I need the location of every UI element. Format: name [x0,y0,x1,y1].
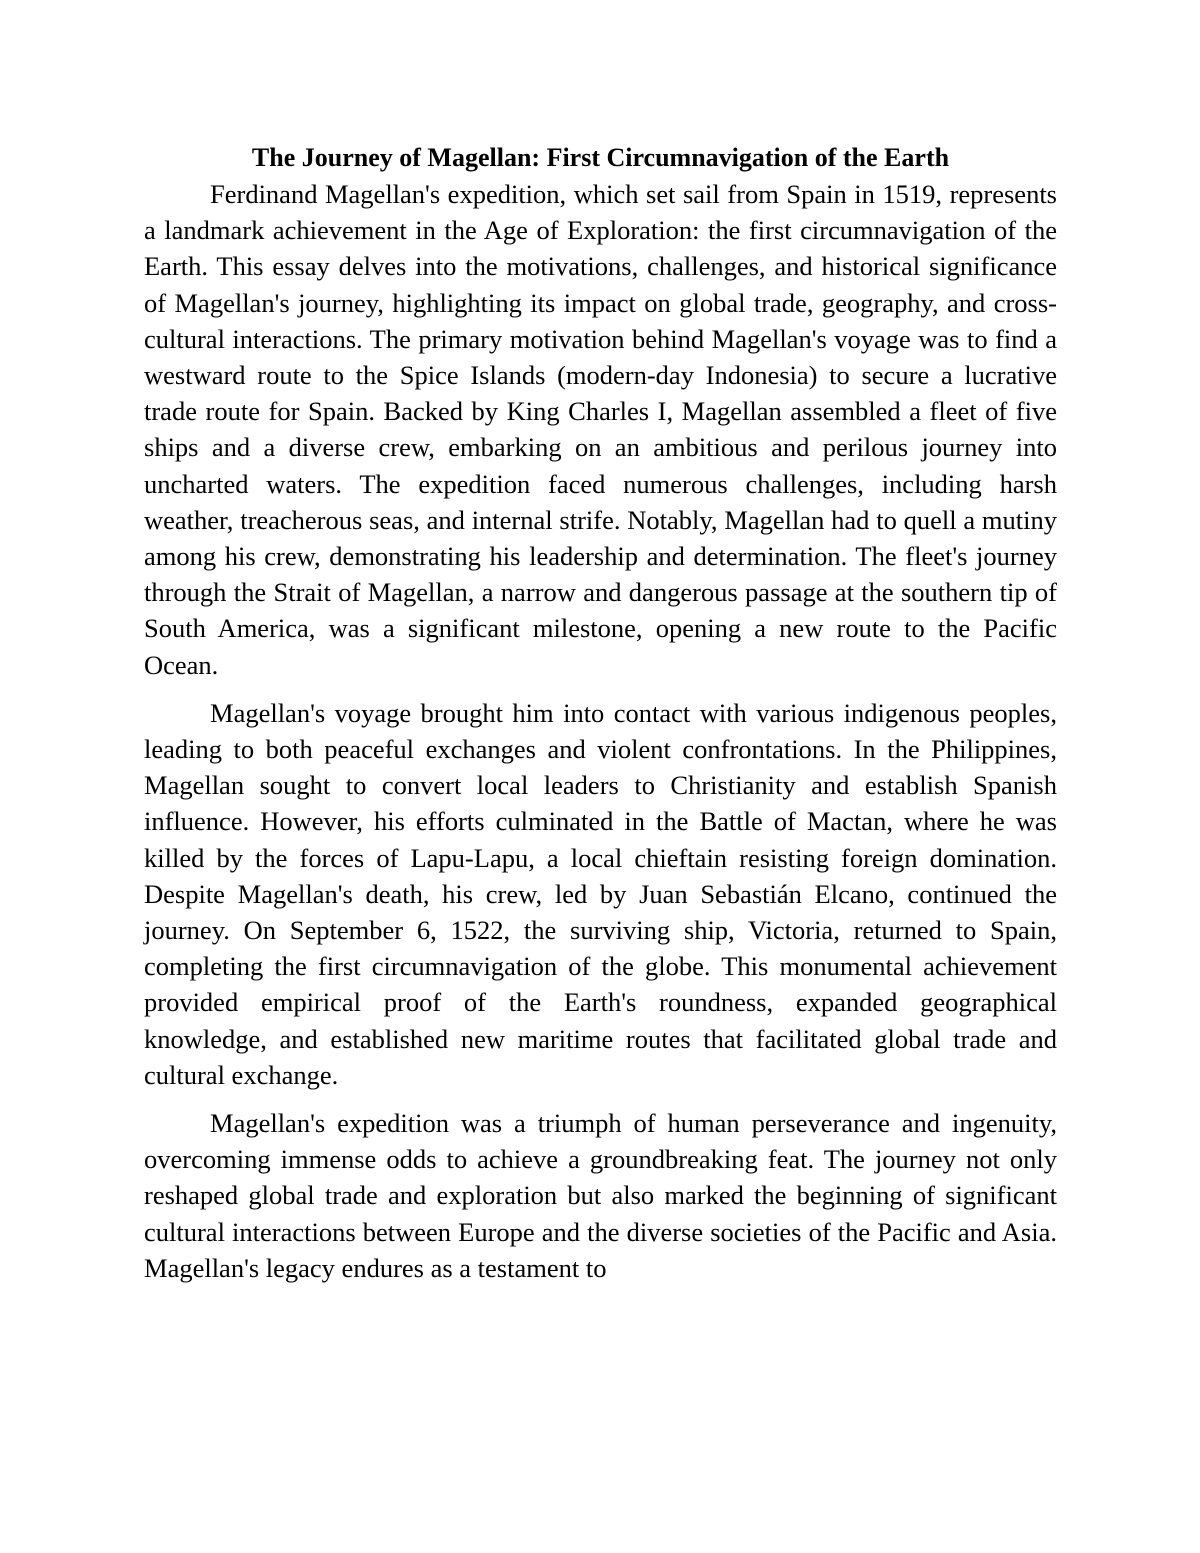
document-title: The Journey of Magellan: First Circumnavigation of the Earth [251,143,950,172]
paragraph-intro: Ferdinand Magellan's expedition, which set sail from Spain in 1519, represents a landmark achievement in the Age of Exploration: the first circumnavigation of the Earth. This essay delves into the motivations, challenges, and historical significance of Magellan's journey, highlighting its impact on global trade, geography, and cross-cultural interactions. The primary motivation behind Magellan's voyage was to find a westward route to the Spice Islands (modern-day Indonesia) to secure a lucrative trade route for Spain. Backed by King Charles I, Magellan assembled a fleet of five ships and a diverse crew, embarking on an ambitious and perilous journey into uncharted waters. The expedition faced numerous challenges, including harsh weather, treacherous seas, and internal strife. Notably, Magellan had to quell a mutiny among his crew, demonstrating his leadership and determination. The fleet's journey through the Strait of Magellan, a narrow and dangerous passage at the southern tip of South America, was a significant milestone, opening a new route to the Pacific Ocean. [144,179,1057,680]
paragraph-voyage: Magellan's voyage brought him into contact with various indigenous peoples, leading to both peaceful exchanges and violent confrontations. In the Philippines, Magellan sought to convert local leaders to Christianity and establish Spanish influence. However, his efforts culminated in the Battle of Mactan, where he was killed by the forces of Lapu-Lapu, a local chieftain resisting foreign domination. Despite Magellan's death, his crew, led by Juan Sebastián Elcano, continued the journey. On September 6, 1522, the surviving ship, Victoria, returned to Spain, completing the first circumnavigation of the globe. This monumental achievement provided empirical proof of the Earth's roundness, expanded geographical knowledge, and established new maritime routes that facilitated global trade and cultural exchange. [144,697,1057,1090]
document-body [144,140,1057,1298]
paragraph-legacy: Magellan's expedition was a triumph of human perseverance and ingenuity, overcoming immense odds to achieve a groundbreaking feat. The journey not only reshaped global trade and exploration but also marked the beginning of significant cultural interactions between Europe and the diverse societies of the Pacific and Asia. Magellan's legacy endures as a testament to [144,1108,1057,1283]
